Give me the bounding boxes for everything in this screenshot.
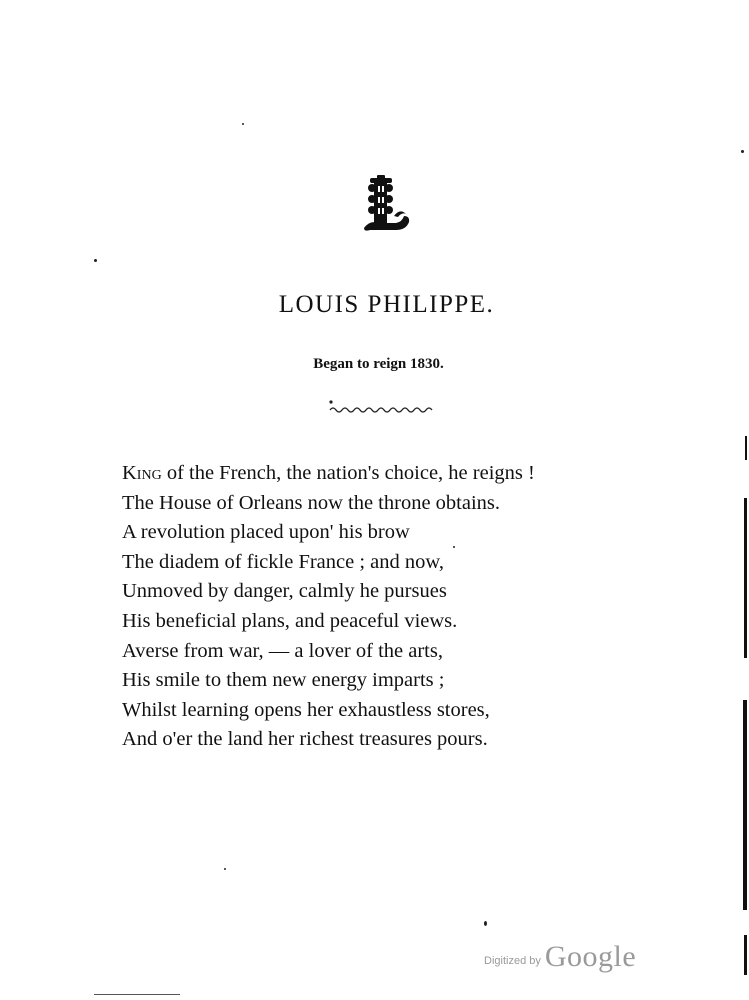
scan-speck [224,868,226,870]
binding-edge-mark [745,436,747,460]
poem-line [122,459,682,489]
binding-edge-mark [744,935,747,975]
poem-line-text: of the French, the nation's choice, he reigns ! [161,462,535,484]
digitizer-watermark [484,940,636,974]
scan-speck [242,123,244,125]
page-subtitle: Began to reign 1830. [313,356,444,372]
scan-speck [484,921,487,926]
poem-line: Whilst learning opens her exhaustless stores, [122,698,490,721]
poem-line: Unmoved by danger, calmly he pursues [122,580,447,603]
scan-speck [94,259,97,262]
scan-speck [453,546,455,548]
poem-line: Averse from war, — a lover of the arts, [122,639,443,662]
binding-edge-mark [744,498,747,658]
poem-line: A revolution placed upon' his brow [122,521,410,544]
page-title: LOUIS PHILIPPE. [278,291,495,318]
poem [122,459,682,755]
poem-line: The diadem of fickle France ; and now, [122,550,444,573]
watermark-brand: Google [544,940,637,973]
poem-line: The House of Orleans now the throne obtains. [122,491,501,514]
poem-line: And o'er the land her richest treasures pours. [122,728,488,751]
scan-speck [741,150,744,153]
opening-word: King [122,462,162,484]
poem-line: His smile to them new energy imparts ; [122,669,445,692]
monogram-ornament [356,172,412,236]
poem-line: His beneficial plans, and peaceful views. [122,609,458,632]
watermark-prefix: Digitized by [484,955,541,967]
wavy-rule-ornament [326,398,438,414]
bottom-rule [94,994,180,995]
binding-edge-mark [743,700,747,910]
